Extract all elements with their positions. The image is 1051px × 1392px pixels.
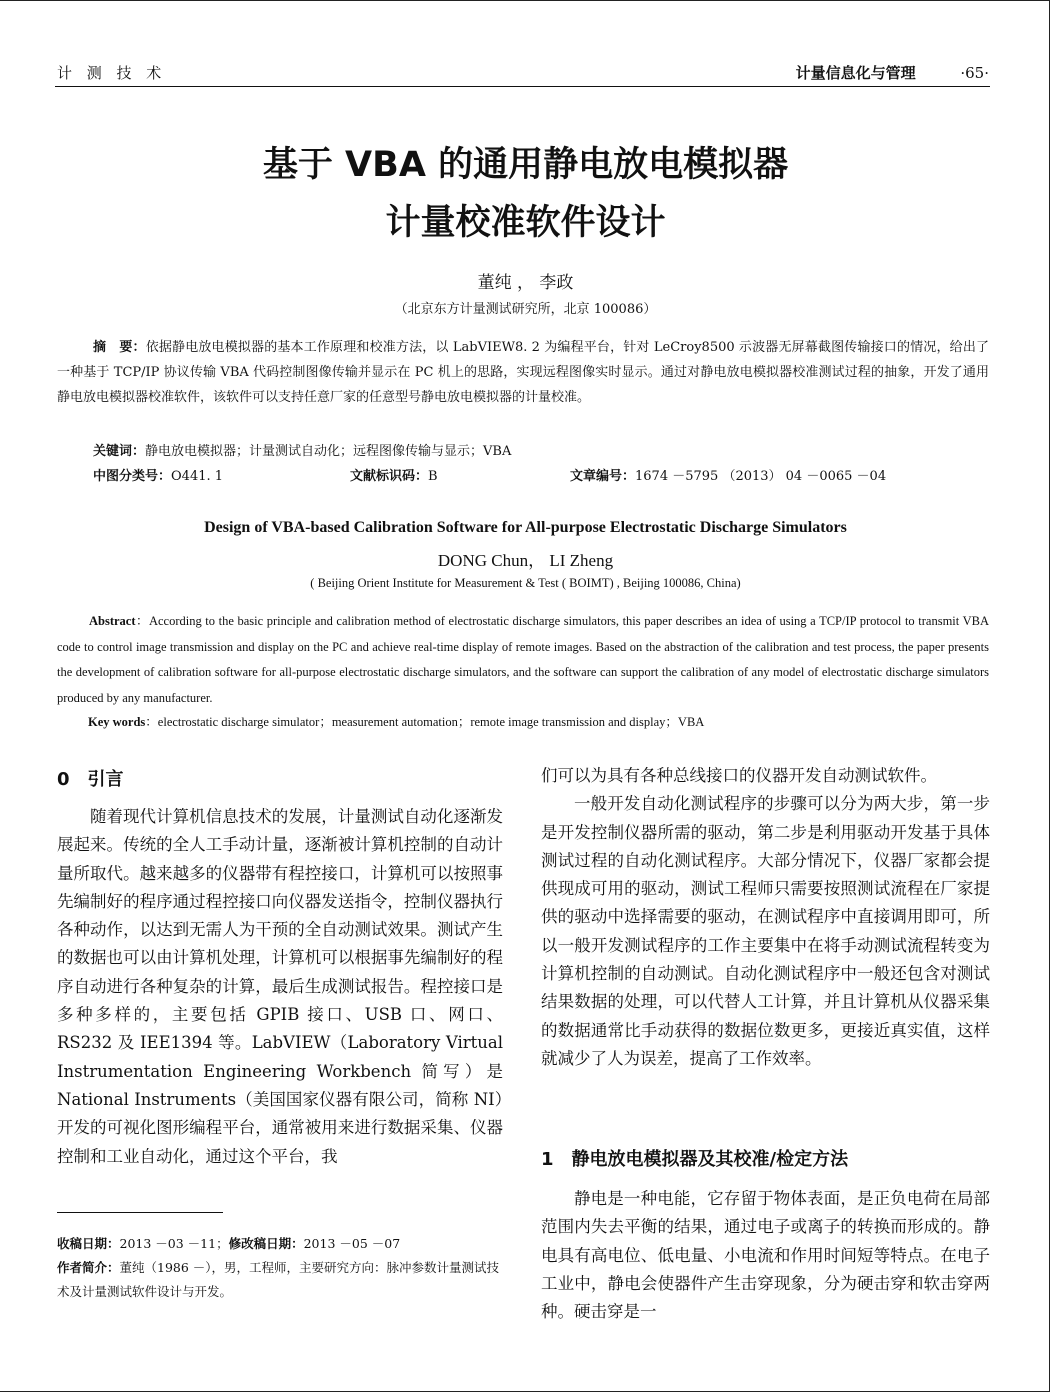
english-affiliation: ( Beijing Orient Institute for Measurement & Test ( BOIMT) , Beijing 100086, China) <box>310 576 741 590</box>
section-1-body <box>541 1185 990 1326</box>
abstract-cn-label: 摘 要： <box>93 340 146 355</box>
english-keywords-text: ：electrostatic discharge simulator；measurement automation；remote image transmission and display；VBA <box>145 715 705 729</box>
english-title: Design of VBA-based Calibration Software for All-purpose Electrostatic Discharge Simulators <box>204 519 847 536</box>
affiliation-cn: （北京东方计量测试研究所，北京 100086） <box>394 302 657 317</box>
page-number: ·65· <box>960 64 989 82</box>
footnote-rule <box>57 1212 223 1213</box>
article-value: 1674 －5795 （2013） 04 －0065 －04 <box>635 469 887 484</box>
keywords-cn-text: 静电放电模拟器；计量测试自动化；远程图像传输与显示；VBA <box>145 444 512 459</box>
english-keywords-label: Key words <box>88 715 146 729</box>
title-line-1: 基于 VBA 的通用静电放电模拟器 <box>262 145 789 185</box>
author-bio-text: 董纯（1986 －），男，工程师，主要研究方向：脉冲参数计量测试技术及计量测试软件设计与开发。 <box>57 1260 500 1299</box>
article-label: 文章编号： <box>570 469 636 484</box>
article-number <box>570 465 886 484</box>
section-0-paragraph-1: 随着现代计算机信息技术的发展，计量测试自动化逐渐发展起来。传统的全人工手动计量，逐渐被计算机控制的自动计量所取代。越来越多的仪器带有程控接口，计算机可以按照事先编制好的程序通过程控接口向仪器发送指令，控制仪器执行各种动作，以达到无需人为干预的全自动测试效果。测试产生的数据也可以由计算机处理，计算机可以根据事先编制好的程序自动进行各种复杂的计算，最后生成测试报告。程控接口是多种多样的，主要包括 GPIB 接口、USB 口、网口、RS232 及 IEE1394 等。LabVIEW（Laboratory Virtual Instrumentation Engineering Workbench 简写）是 National Instruments（美国国家仪器有限公司，简称 NI）开发的可视化图形编程平台，通常被用来进行数据采集、仪器控制和工业自动化，通过这个平台，我 <box>57 807 503 1166</box>
clc-number <box>93 465 223 484</box>
english-authors: DONG Chun， LI Zheng <box>437 551 614 570</box>
author-bio-label: 作者简介： <box>57 1260 120 1275</box>
section-1-heading: 1 静电放电模拟器及其校准/检定方法 <box>541 1149 849 1170</box>
right-column <box>541 762 990 1073</box>
english-abstract-label: Abstract <box>89 614 136 628</box>
journal-section-header: 计 测 技 术 <box>57 64 167 82</box>
received-value: 2013 －03 －11； <box>119 1236 229 1251</box>
section-0-continuation: 们可以为具有各种总线接口的仪器开发自动测试软件。 <box>541 766 937 785</box>
footnote <box>57 1232 503 1304</box>
english-abstract <box>57 609 989 711</box>
revised-value: 2013 －05 －07 <box>303 1236 401 1251</box>
section-1-paragraph-1: 静电是一种电能，它存留于物体表面，是正负电荷在局部范围内失去平衡的结果，通过电子或离子的转换而形成的。静电具有高电位、低电量、小电流和作用时间短等特点。在电子工业中，静电会使器件产生击穿现象，分为硬击穿和软击穿两种。硬击穿是一 <box>541 1189 990 1322</box>
received-label: 收稿日期： <box>57 1236 120 1251</box>
document-code <box>350 465 438 484</box>
column-name: 计量信息化与管理 <box>795 64 916 82</box>
header-rule <box>55 86 990 87</box>
revised-label: 修改稿日期： <box>228 1236 304 1251</box>
left-column <box>57 803 503 1171</box>
english-keywords <box>88 712 704 730</box>
abstract-cn <box>57 335 989 410</box>
abstract-cn-text: 依据静电放电模拟器的基本工作原理和校准方法，以 LabVIEW8. 2 为编程平台，针对 LeCroy8500 示波器无屏幕截图传输接口的情况，给出了一种基于 TCP/IP 协议传输 VBA 代码控制图像传输并显示在 PC 机上的思路，实现远程图像实时显示。通过对静电放电模拟器校准测试过程的抽象，开发了通用静电放电模拟器校准软件，该软件可以支持任意厂家的任意型号静电放电模拟器的计量校准。 <box>57 340 989 405</box>
running-header <box>796 62 989 83</box>
footnote-author <box>57 1256 503 1304</box>
keywords-cn <box>93 440 511 459</box>
clc-value: O441. 1 <box>171 469 224 484</box>
english-abstract-text: ：According to the basic principle and calibration method of electrostatic discharge simulators, this paper describes an idea of using a TCP/IP protocol to transmit VBA code to control image transmission and display on the PC and achieve real-time display of remote images. Based on the abstraction of the calibration and test process, the paper presents the development of calibration software for all-purpose electrostatic discharge simulators, and the software can support the calibration of any model of electrostatic discharge simulators produced by any manufacturer. <box>57 614 989 705</box>
doc-label: 文献标识码： <box>350 469 429 484</box>
clc-label: 中图分类号： <box>93 469 172 484</box>
section-0-heading: 0 引言 <box>57 769 124 790</box>
section-0-paragraph-2: 一般开发自动化测试程序的步骤可以分为两大步，第一步是开发控制仪器所需的驱动，第二步是利用驱动开发基于具体测试过程的自动化测试程序。大部分情况下，仪器厂家都会提供现成可用的驱动，测试工程师只需要按照测试流程在厂家提供的驱动中选择需要的驱动，在测试程序中直接调用即可，所以一般开发测试程序的工作主要集中在将手动测试流程转变为计算机控制的自动测试。自动化测试程序中一般还包含对测试结果数据的处理，可以代替人工计算，并且计算机从仪器采集的数据通常比手动获得的数据位数更多，更接近真实值，这样就减少了人为误差，提高了工作效率。 <box>541 794 990 1068</box>
footnote-dates <box>57 1232 503 1256</box>
title-line-2: 计量校准软件设计 <box>385 203 666 243</box>
keywords-cn-label: 关键词： <box>93 444 146 459</box>
authors-cn: 董纯 ， 李政 <box>477 273 574 293</box>
doc-value: B <box>428 469 438 484</box>
